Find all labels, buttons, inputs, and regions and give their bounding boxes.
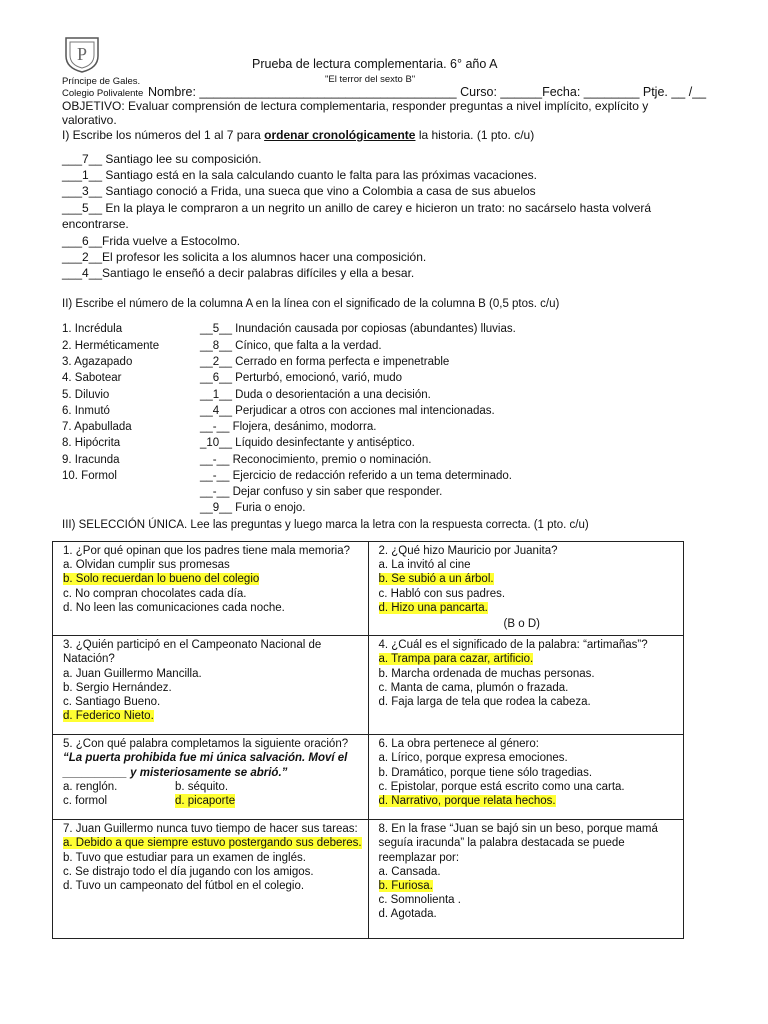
question-text: 3. ¿Quién participó en el Campeonato Nacional de Natación? <box>63 639 322 666</box>
option-b-highlighted: b. Solo recuerdan lo bueno del colegio <box>63 573 260 586</box>
option-d-highlighted: d. Narrativo, porque relata hechos. <box>378 795 556 808</box>
svg-text:P: P <box>76 44 88 64</box>
option-a: a. Cansada. <box>378 865 441 878</box>
column-b-item: __5__ Inundación causada por copiosas (abundantes) lluvias. <box>200 323 516 335</box>
order-item: ___4__Santiago le enseñó a decir palabras difíciles y ella a besar. <box>62 266 415 280</box>
option-d: d. Faja larga de tela que rodea la cabeza. <box>378 696 591 709</box>
column-b-item: __-__ Flojera, desánimo, modorra. <box>200 421 377 433</box>
option-c: c. Santiago Bueno. <box>63 696 161 709</box>
column-a-item: 5. Diluvio <box>62 389 110 401</box>
option-d-highlighted: d. picaporte <box>175 795 236 808</box>
question-text: 6. La obra pertenece al género: <box>378 738 539 751</box>
order-item-continuation: encontrarse. <box>62 217 129 231</box>
answer-note: (B o D) <box>503 618 540 631</box>
option-b-highlighted: b. Furiosa. <box>378 880 433 893</box>
order-item: ___3__ Santiago conoció a Frida, una sueca que vino a Colombia a casa de sus abuelos <box>62 184 536 198</box>
option-a: a. La invitó al cine <box>378 559 471 572</box>
option-b: b. Dramático, porque tiene sólo tragedias. <box>378 766 593 779</box>
objective-line-2: valorativo. <box>62 113 117 127</box>
school-name-line2: Colegio Polivalente <box>62 88 144 99</box>
column-b-item: _10__ Líquido desinfectante y antiséptico. <box>200 437 415 449</box>
column-a-item: 8. Hipócrita <box>62 437 121 449</box>
column-b-item: __9__ Furia o enojo. <box>200 502 306 514</box>
option-d: d. Agotada. <box>378 908 437 921</box>
column-a-item: 6. Inmutó <box>62 405 110 417</box>
question-4-cell <box>368 636 684 735</box>
column-b-item: __1__ Duda o desorientación a una decisión. <box>200 389 431 401</box>
column-a-item: 7. Apabullada <box>62 421 132 433</box>
option-c: c. No compran chocolates cada día. <box>63 587 247 600</box>
column-b-item: __-__ Reconocimiento, premio o nominación. <box>200 454 432 466</box>
question-1-cell <box>53 542 369 636</box>
column-b-item: __-__ Dejar confuso y sin saber que responder. <box>200 486 443 498</box>
underlined-phrase: ordenar cronológicamente <box>264 128 416 142</box>
option-b: b. Tuvo que estudiar para un examen de inglés. <box>63 851 306 864</box>
multiple-choice-table <box>52 541 684 939</box>
school-name-line1: Príncipe de Gales. <box>62 76 141 87</box>
option-a: a. Juan Guillermo Mancilla. <box>63 667 202 680</box>
column-a-item: 3. Agazapado <box>62 356 133 368</box>
option-c: c. Manta de cama, plumón o frazada. <box>378 681 569 694</box>
question-text: 1. ¿Por qué opinan que los padres tiene mala memoria? <box>63 545 351 557</box>
sentence-line-2: __________ y misteriosamente se abrió.” <box>63 766 288 779</box>
option-a-highlighted: a. Debido a que siempre estuvo postergando sus deberes. <box>63 837 362 850</box>
school-crest-logo <box>62 34 102 74</box>
column-b-item: __-__ Ejercicio de redacción referido a un tema determinado. <box>200 470 512 482</box>
option-a-highlighted: a. Trampa para cazar, artificio. <box>378 653 534 666</box>
question-text: 8. En la frase “Juan se bajó sin un beso, porque mamá seguía iracunda” la palabra destacada se puede reemplazar por: <box>378 823 658 864</box>
question-8-cell <box>368 820 684 939</box>
section3-instruction: III) SELECCIÓN ÚNICA. Lee las preguntas y luego marca la letra con la respuesta correcta. (1 pto. c/u) <box>62 519 589 531</box>
option-b-highlighted: b. Se subió a un árbol. <box>378 573 494 586</box>
option-c: c. Se distrajo todo el día jugando con los amigos. <box>63 865 314 878</box>
column-b-item: __2__ Cerrado en forma perfecta e impenetrable <box>200 356 450 368</box>
option-b: b. Marcha ordenada de muchas personas. <box>378 667 595 680</box>
option-c: c. Habló con sus padres. <box>378 587 506 600</box>
column-b-item: __4__ Perjudicar a otros con acciones mal intencionadas. <box>200 405 495 417</box>
option-c: c. Epistolar, porque está escrito como una carta. <box>378 780 625 793</box>
book-title: "El terror del sexto B" <box>325 74 416 85</box>
option-a: a. renglón. <box>63 780 118 793</box>
section1-instruction: I) Escribe los números del 1 al 7 para ordenar cronológicamente la historia. (1 pto. c/u) <box>62 128 535 142</box>
question-text: 7. Juan Guillermo nunca tuvo tiempo de hacer sus tareas: <box>63 823 358 836</box>
option-c: c. formol <box>63 795 108 808</box>
objective-line-1: OBJETIVO: Evaluar comprensión de lectura complementaria, responder preguntas a nivel implícito, explícito y <box>62 99 649 113</box>
question-7-cell <box>53 820 369 939</box>
option-c: c. Somnolienta . <box>378 894 461 907</box>
column-a-item: 1. Incrédula <box>62 323 123 335</box>
column-a-item: 10. Formol <box>62 470 117 482</box>
question-text: 5. ¿Con qué palabra completamos la siguiente oración? <box>63 738 349 751</box>
option-d-highlighted: d. Federico Nieto. <box>63 710 154 723</box>
order-item: ___1__ Santiago está en la sala calculando cuanto le falta para las próximas vacaciones. <box>62 168 537 182</box>
question-text: 2. ¿Qué hizo Mauricio por Juanita? <box>378 545 558 557</box>
column-b-item: __8__ Cínico, que falta a la verdad. <box>200 340 382 352</box>
question-text: 4. ¿Cuál es el significado de la palabra: “artimañas”? <box>378 639 648 652</box>
question-6-cell <box>368 735 684 820</box>
order-item: ___5__ En la playa le compraron a un negrito un anillo de carey e hicieron un trato: no sacárselo hasta volverá <box>62 201 652 215</box>
question-3-cell <box>53 636 369 735</box>
column-a-item: 2. Herméticamente <box>62 340 160 352</box>
option-b: b. séquito. <box>175 780 229 793</box>
column-a-item: 9. Iracunda <box>62 454 120 466</box>
order-item: ___7__ Santiago lee su composición. <box>62 152 262 166</box>
exam-title: Prueba de lectura complementaria. 6° año A <box>252 57 498 71</box>
option-a: a. Olvidan cumplir sus promesas <box>63 559 230 572</box>
option-d-highlighted: d. Hizo una pancarta. <box>378 601 488 614</box>
sentence-line-1: “La puerta prohibida fue mi única salvación. Moví el <box>63 752 348 765</box>
order-item: ___2__El profesor les solicita a los alumnos hacer una composición. <box>62 250 427 264</box>
section2-instruction: II) Escribe el número de la columna A en la línea con el significado de la columna B (0,5 ptos. c/u) <box>62 298 560 310</box>
option-d: d. No leen las comunicaciones cada noche. <box>63 601 285 614</box>
order-item: ___6__Frida vuelve a Estocolmo. <box>62 234 241 248</box>
question-2-cell <box>368 542 684 636</box>
option-b: b. Sergio Hernández. <box>63 681 172 694</box>
column-a-item: 4. Sabotear <box>62 372 122 384</box>
column-b-item: __6__ Perturbó, emocionó, varió, mudo <box>200 372 403 384</box>
student-fields-line: Nombre: _____________________________________ Curso: ______Fecha: ________ Ptje. __ /__ <box>148 85 707 99</box>
question-5-cell <box>53 735 369 820</box>
option-a: a. Lírico, porque expresa emociones. <box>378 752 568 765</box>
option-d: d. Tuvo un campeonato del fútbol en el colegio. <box>63 880 305 893</box>
